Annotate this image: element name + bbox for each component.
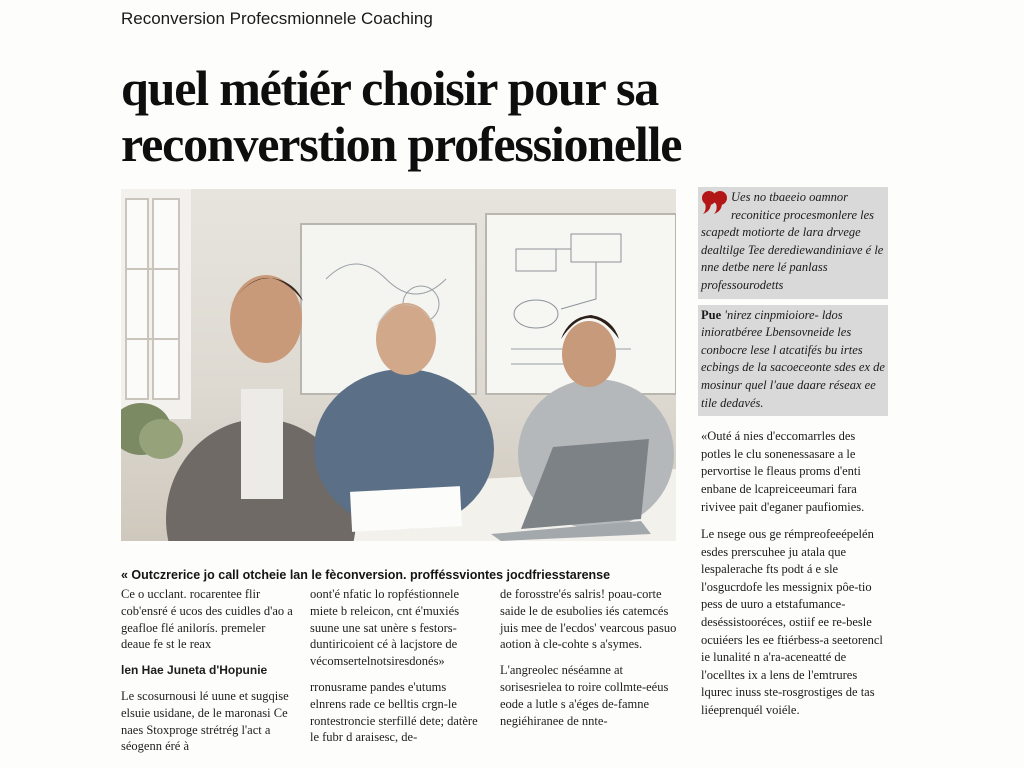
column-1-subheading: len Hae Juneta d'Hopunie (121, 663, 268, 678)
pull-quote-text: Ues no tbaeeio oamnor reconitice procesmonlere les scapedt motiorte de lara drvege dealtilge Tee derediewandiniave é le nne detbe nere lé panlass professourodetts (701, 190, 884, 292)
section-kicker: Reconversion Profecsmionnele Coaching (121, 9, 433, 28)
headline-line-2: reconverstion professionelle (121, 116, 682, 172)
column-2-paragraph-2: rronusrame pandes e'utums elnrens rade ce belltis crgn-le rontestroncie sterfillé dete; datère le fubr d araisesc, de- (310, 679, 478, 745)
body-column-2 (310, 586, 485, 755)
team-meeting-photo (121, 189, 676, 541)
photo-caption: « Outczrerice jo call otcheie lan le fèconversion. profféssviontes jocdfriesstarense (121, 568, 611, 582)
headline-line-1: quel métiér choisir pour sa (121, 60, 659, 116)
highlight-body: 'nirez cinpmioiore- ldos inioratbéree Lbensovneide les conbocre lese l atcatifés bu irtes ecbings de la sacoeceonte sdes ex de mosinur quel l'aue daare réseax ee tile dedavés. (701, 307, 885, 410)
column-3-paragraph-1: de forosstre'és salris! poau-corte saide le de esubolies iés catemcés juis mee de l'ecdos' vearcous pasuo aotion à cle-cohte s a'symes. (500, 587, 677, 652)
highlight-text (701, 307, 885, 413)
highlight-block (698, 305, 888, 417)
pull-quote-block (698, 187, 888, 299)
sidebar-paragraph-2: Le nsege ous ge rémpreofeeépelén esdes prerscuhee ju atala que lespalerache fts podt á e sle l'osgucrdofe les messignix pôe-tio pess de uuro a etstafumance-deséssistooréces, ostiif ee re-besle ocuiéers les ee ftiérbess-a seetorencl ie lunalité n a'ra-aceneatté de l'ocelltes ix a lens de l'emtrures lqurec inuss ste-rosgrostiges de tas liéeprenquél voiéle. (701, 527, 883, 718)
quote-mark-icon (701, 189, 727, 215)
body-column-1 (121, 586, 293, 764)
column-3-paragraph-2: L'angreolec néséamne at sorisesrielea to roire collmte-eéus eode a lutle s a'éges de-famne negiéhiranee de nnte- (500, 663, 669, 728)
column-2-paragraph-1: oont'é nfatic lo ropféstionnele miete b releicon, cnt é'muxiés suune une sat unère s festors-duntiricoient cé à lacjstore de vécomsertelnotsiresdonés» (310, 587, 460, 669)
sidebar-paragraph-1: «Outé á nies d'eccomarrles des potles le clu sonenessasare a le pervortise le fleaus proms d'enti enbane de lcapreiceeumari fara rivivee pait d'eganer paufiomies. (701, 429, 865, 514)
sidebar-column (698, 187, 888, 730)
sidebar-body (698, 428, 888, 720)
column-1-paragraph-2: Le scosurnousi lé uune et sugqise elsuie usidane, de le maronasi Ce naes Stoxproge strétrég l'act a séogenn éré à (121, 688, 289, 754)
article-headline (121, 60, 881, 172)
column-1-paragraph-1: Ce o ucclant. rocarentee flir cob'ensré é ucos des cuidles d'ao a geafloe flé anilorís. premeler deaue fe st le reax (121, 587, 293, 652)
body-column-3 (500, 586, 680, 738)
highlight-lead: Pue (701, 307, 722, 322)
